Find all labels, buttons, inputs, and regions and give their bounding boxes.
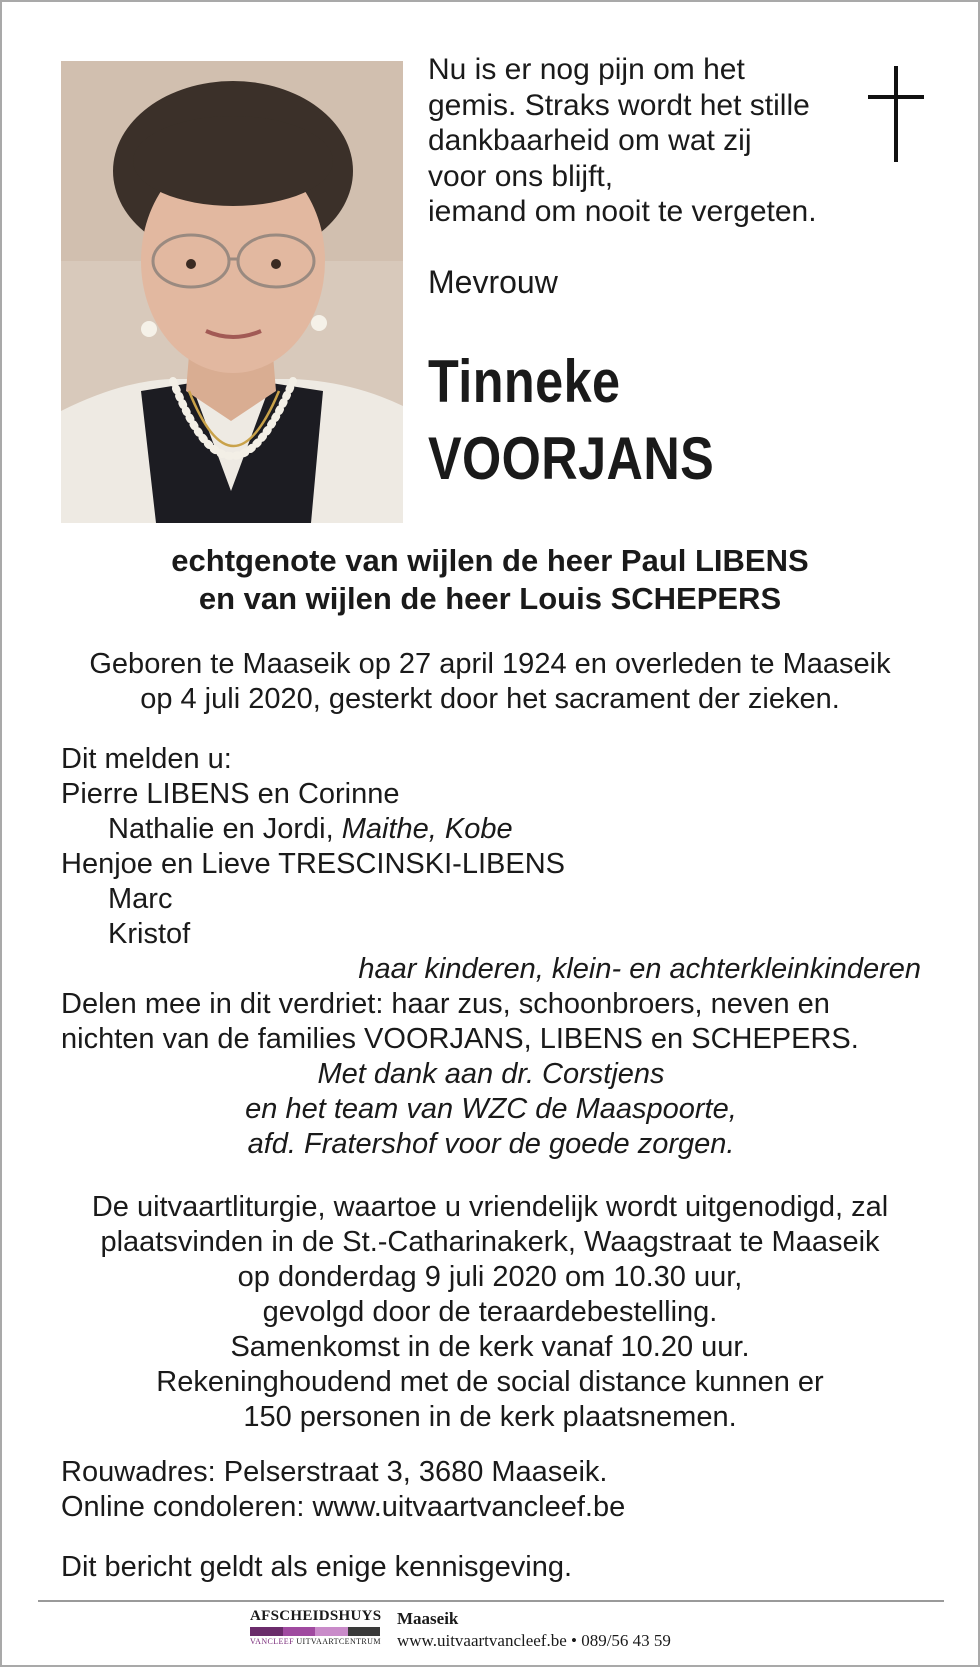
footer-contact — [397, 1608, 671, 1652]
share-grief-line: Delen mee in dit verdriet: haar zus, schoonbroers, neven en — [61, 988, 830, 1020]
family-announcement — [61, 742, 921, 1162]
family-member-italic: Maithe, Kobe — [341, 813, 513, 845]
thanks-line: Met dank aan dr. Corstjens — [317, 1058, 665, 1090]
portrait-photo — [61, 61, 403, 523]
family-member: Kristof — [108, 918, 191, 950]
poem-line: gemis. Straks wordt het stille — [428, 88, 810, 122]
deceased-first-name: Tinneke — [428, 348, 621, 415]
logo-color-bar — [250, 1627, 380, 1636]
spouse-line: en van wijlen de heer Louis SCHEPERS — [198, 581, 782, 616]
birth-death-line: Geboren te Maaseik op 27 april 1924 en overleden te Maaseik — [89, 648, 891, 680]
poem-verse — [428, 52, 848, 230]
family-member — [61, 812, 921, 847]
logo-name: AFSCHEIDSHUYS — [250, 1608, 382, 1624]
service-line: op donderdag 9 juli 2020 om 10.30 uur, — [237, 1261, 743, 1293]
funeral-home-logo — [250, 1608, 380, 1648]
family-member: Pierre LIBENS en Corinne — [61, 778, 400, 810]
footer-divider — [38, 1600, 944, 1602]
service-line: 150 personen in de kerk plaatsnemen. — [243, 1401, 737, 1433]
spouse-info — [2, 542, 978, 618]
online-condolences: Online condoleren: www.uitvaartvancleef.be — [61, 1491, 626, 1523]
footer-location: Maaseik — [397, 1609, 459, 1628]
logo-sub-brand: VANCLEEF — [250, 1637, 294, 1646]
birth-death-line: op 4 juli 2020, gesterkt door het sacrament der zieken. — [140, 683, 840, 715]
share-grief-line: nichten van de families VOORJANS, LIBENS en SCHEPERS. — [61, 1023, 859, 1055]
family-member: Marc — [108, 883, 173, 915]
address-block — [61, 1455, 625, 1525]
mourning-address: Rouwadres: Pelserstraat 3, 3680 Maaseik. — [61, 1456, 608, 1488]
family-member-plain: Nathalie en Jordi, — [108, 813, 334, 845]
footer-contact-line: www.uitvaartvancleef.be • 089/56 43 59 — [397, 1631, 671, 1650]
family-member: Henjoe en Lieve TRESCINSKI-LIBENS — [61, 848, 565, 880]
birth-death-info — [2, 647, 978, 717]
service-line: De uitvaartliturgie, waartoe u vriendelijk wordt uitgenodigd, zal — [91, 1191, 889, 1223]
service-line: Samenkomst in de kerk vanaf 10.20 uur. — [230, 1331, 750, 1363]
poem-line: Nu is er nog pijn om het — [428, 53, 745, 86]
family-intro: Dit melden u: — [61, 743, 232, 775]
poem-line: dankbaarheid om wat zij — [428, 124, 752, 157]
thanks-line: en het team van WZC de Maaspoorte, — [245, 1093, 737, 1125]
thanks-line: afd. Fratershof voor de goede zorgen. — [247, 1128, 735, 1160]
service-line: gevolgd door de teraardebestelling. — [262, 1296, 718, 1328]
notice-statement: Dit bericht geldt als enige kennisgeving. — [61, 1551, 573, 1583]
deceased-last-name: VOORJANS — [428, 425, 715, 492]
portrait-image — [61, 61, 403, 523]
logo-sub-text: UITVAARTCENTRUM — [296, 1637, 381, 1646]
spouse-line: echtgenote van wijlen de heer Paul LIBENS — [171, 543, 809, 578]
honorific: Mevrouw — [428, 264, 558, 300]
poem-line: voor ons blijft, — [428, 159, 614, 193]
funeral-service-info — [2, 1190, 978, 1435]
cross-icon — [868, 66, 924, 162]
service-line: plaatsvinden in de St.-Catharinakerk, Waagstraat te Maaseik — [100, 1226, 880, 1258]
poem-line: iemand om nooit te vergeten. — [428, 195, 817, 228]
service-line: Rekeninghoudend met de social distance kunnen er — [156, 1366, 824, 1398]
logo-subtitle — [250, 1637, 380, 1646]
family-relation: haar kinderen, klein- en achterkleinkinderen — [358, 953, 921, 985]
